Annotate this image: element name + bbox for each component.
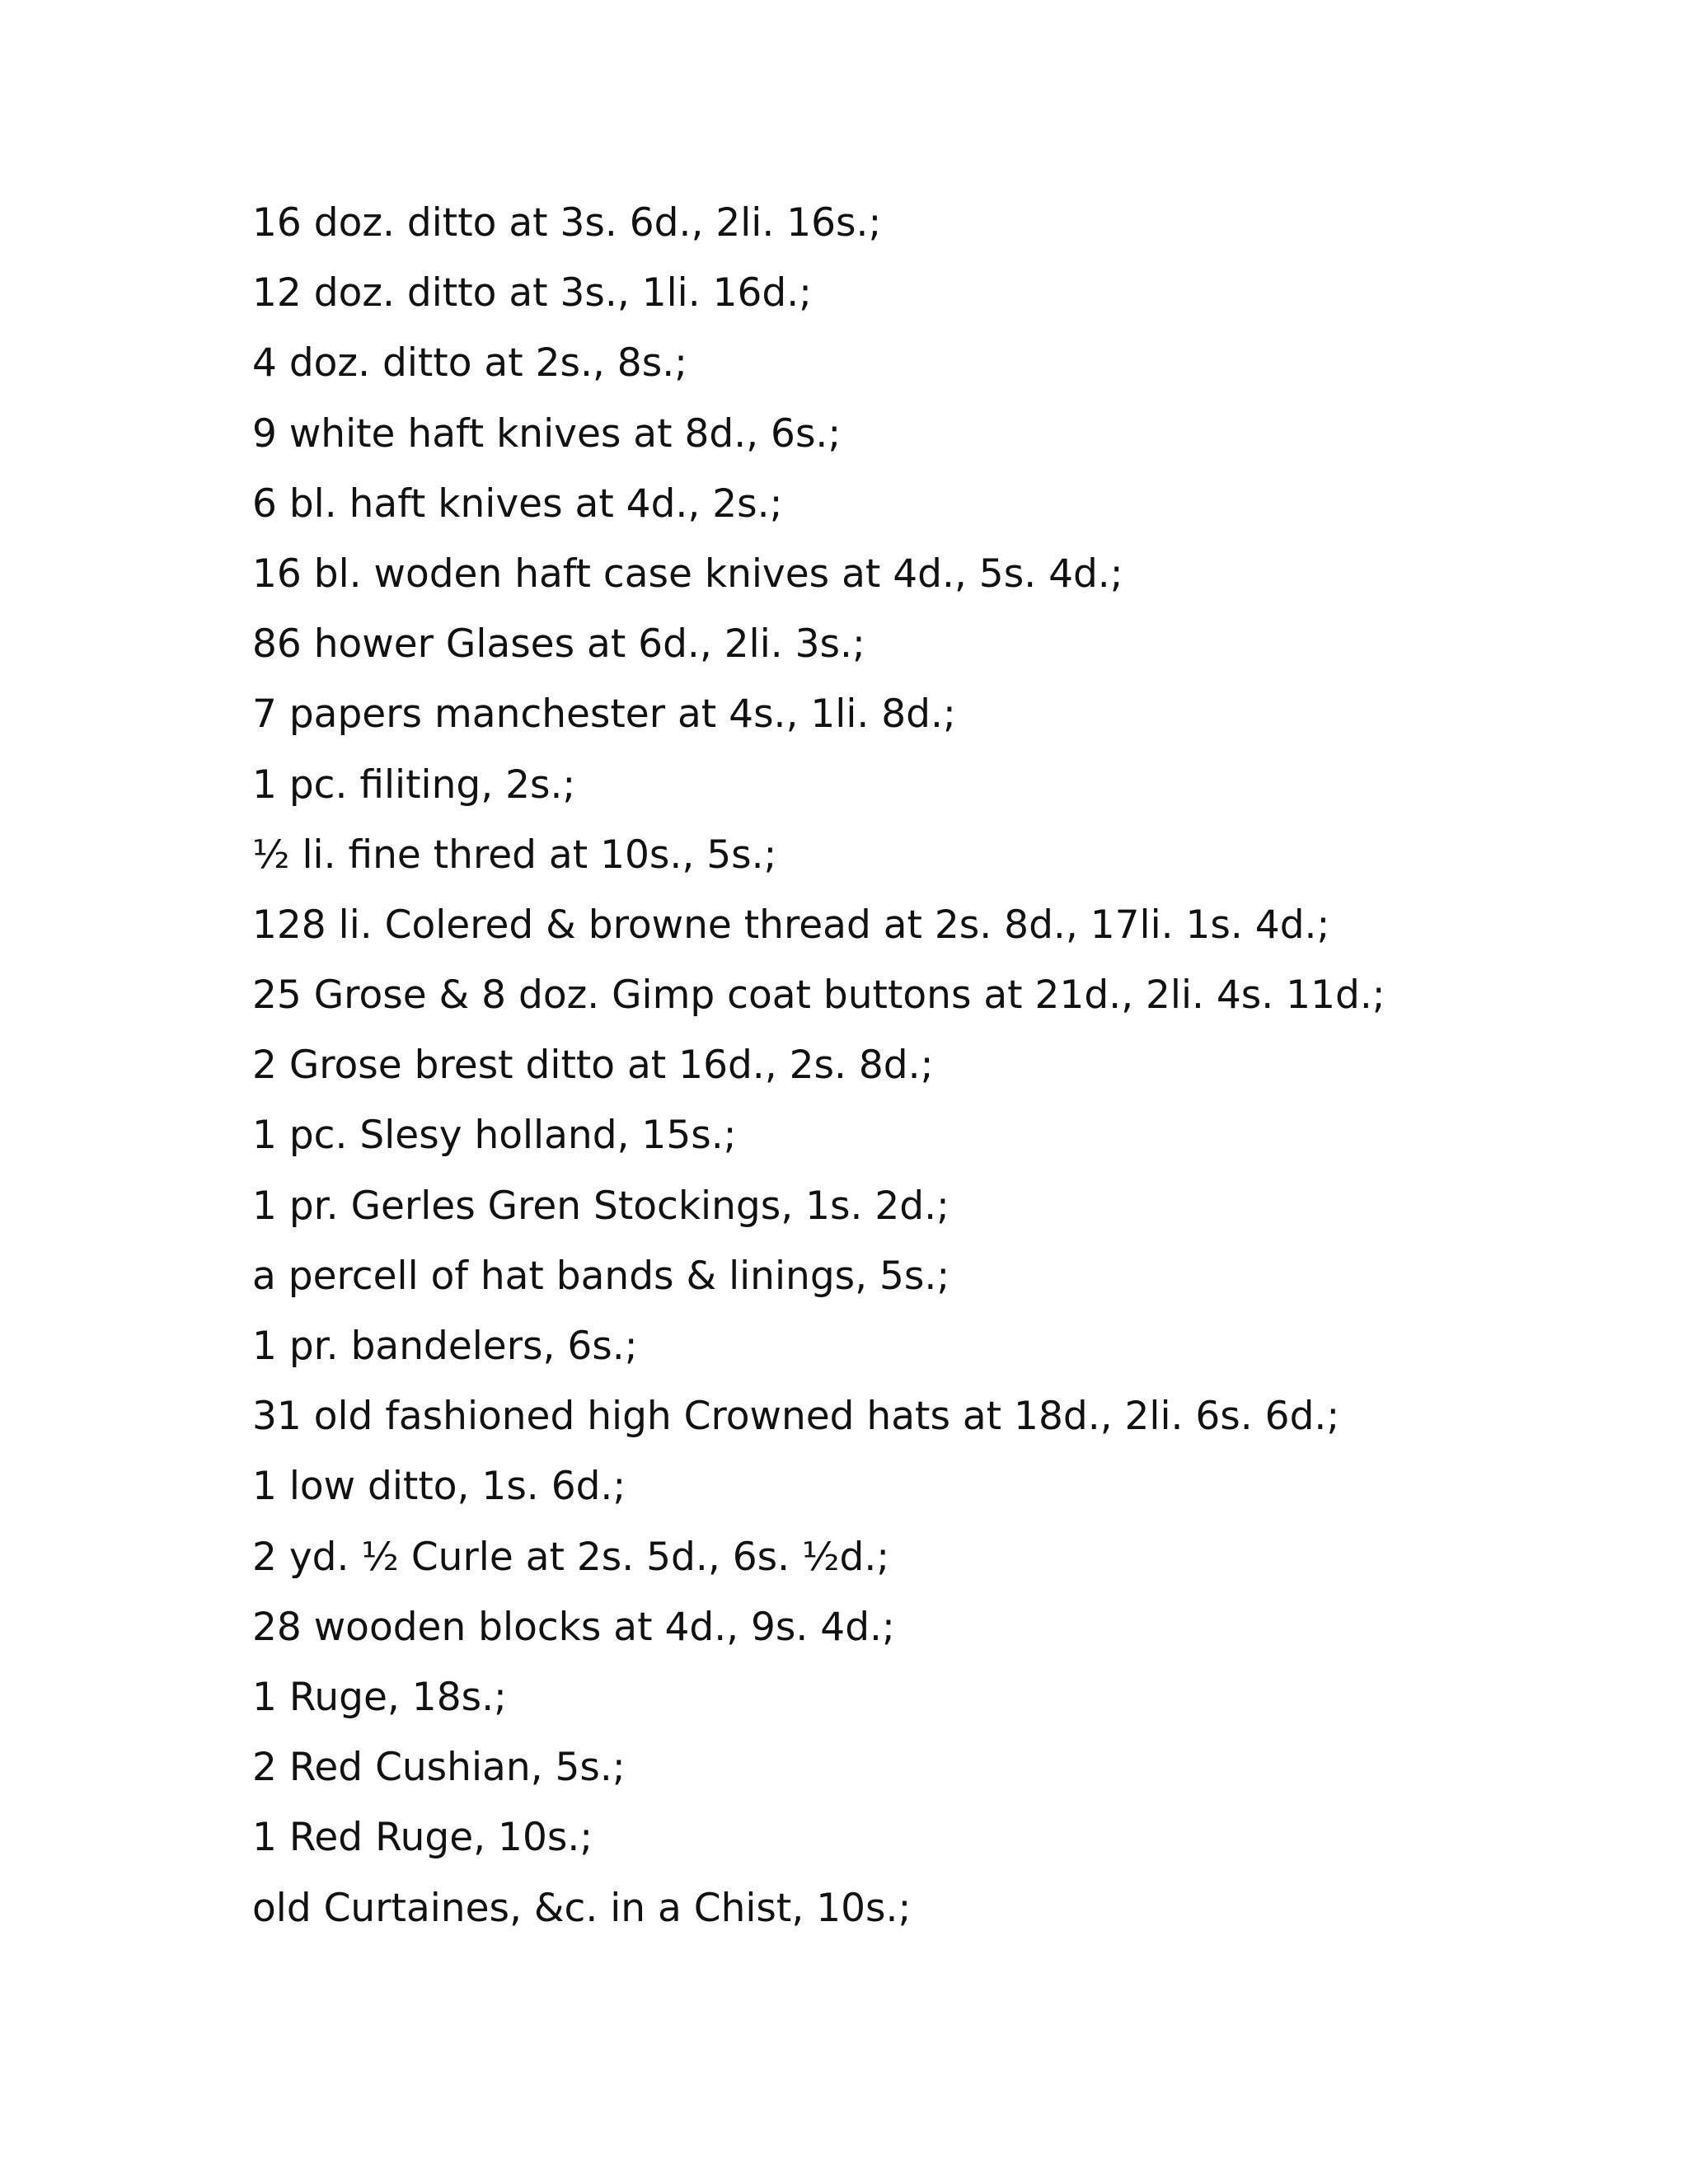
inventory-entry: 16 doz. ditto at 3s. 6d., 2li. 16s.; xyxy=(252,200,882,246)
inventory-entry: 1 pc. filiting, 2s.; xyxy=(252,762,576,808)
inventory-entry: 2 Grose brest ditto at 16d., 2s. 8d.; xyxy=(252,1043,934,1089)
inventory-list xyxy=(252,188,1571,1943)
inventory-entry: 9 white haft knives at 8d., 6s.; xyxy=(252,410,842,457)
inventory-entry: 4 doz. ditto at 2s., 8s.; xyxy=(252,340,687,387)
inventory-entry: 1 pc. Slesy holland, 15s.; xyxy=(252,1113,737,1159)
inventory-entry: old Curtaines, &c. in a Chist, 10s.; xyxy=(252,1885,912,1931)
inventory-entry: ½ li. fine thred at 10s., 5s.; xyxy=(252,832,777,878)
inventory-entry: 16 bl. woden haft case knives at 4d., 5s. 4d.; xyxy=(252,551,1123,597)
inventory-entry: 128 li. Colered & browne thread at 2s. 8d., 17li. 1s. 4d.; xyxy=(252,902,1330,948)
inventory-entry: 7 papers manchester at 4s., 1li. 8d.; xyxy=(252,691,956,738)
inventory-entry: 2 yd. ½ Curle at 2s. 5d., 6s. ½d.; xyxy=(252,1534,890,1580)
inventory-entry: 6 bl. haft knives at 4d., 2s.; xyxy=(252,480,783,527)
inventory-entry: 1 Ruge, 18s.; xyxy=(252,1674,507,1720)
inventory-entry: 1 low ditto, 1s. 6d.; xyxy=(252,1464,626,1510)
inventory-entry: 31 old fashioned high Crowned hats at 18d., 2li. 6s. 6d.; xyxy=(252,1394,1340,1440)
inventory-entry: 1 Red Ruge, 10s.; xyxy=(252,1815,593,1861)
inventory-entry: 25 Grose & 8 doz. Gimp coat buttons at 21d., 2li. 4s. 11d.; xyxy=(252,972,1386,1019)
inventory-entry: 2 Red Cushian, 5s.; xyxy=(252,1745,626,1791)
inventory-entry: a percell of hat bands & linings, 5s.; xyxy=(252,1253,950,1299)
inventory-entry: 86 hower Glases at 6d., 2li. 3s.; xyxy=(252,621,865,668)
inventory-entry: 1 pr. bandelers, 6s.; xyxy=(252,1324,638,1369)
inventory-entry: 12 doz. ditto at 3s., 1li. 16d.; xyxy=(252,270,813,316)
inventory-entry: 28 wooden blocks at 4d., 9s. 4d.; xyxy=(252,1604,895,1650)
inventory-entry: 1 pr. Gerles Gren Stockings, 1s. 2d.; xyxy=(252,1183,950,1229)
